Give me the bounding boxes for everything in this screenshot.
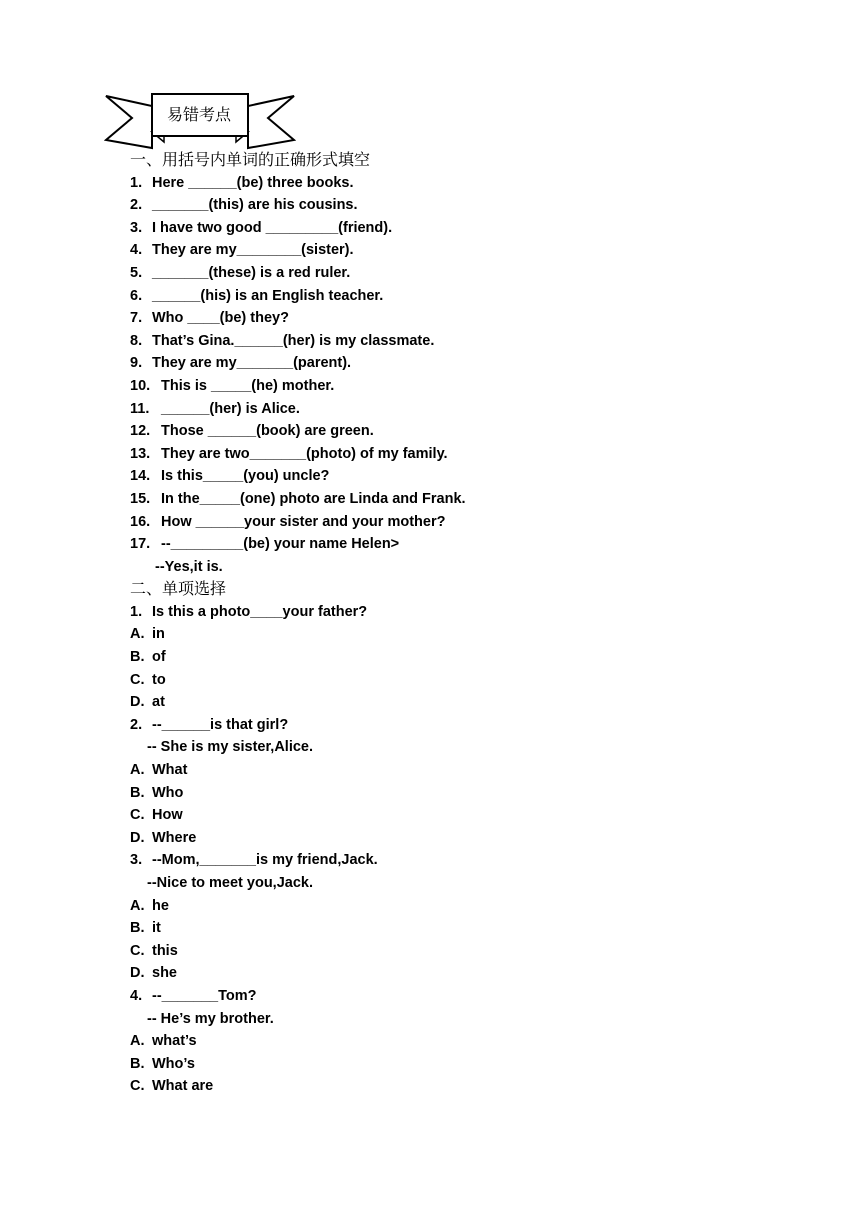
section-heading: 二、单项选择 xyxy=(130,579,227,599)
question-text: Those ______(book) are green. xyxy=(161,423,374,440)
banner-title: 易错考点 xyxy=(166,104,231,124)
mc-option xyxy=(130,940,770,963)
question-text: This is _____(he) mother. xyxy=(161,377,335,394)
question-text: ______(her) is Alice. xyxy=(161,400,300,417)
question-number: 10. xyxy=(130,377,151,394)
question-text: That’s Gina.______(her) is my classmate. xyxy=(152,332,435,349)
mc-option xyxy=(130,691,770,714)
question-text: Is this_____(you) uncle? xyxy=(161,468,330,485)
question-text: --______is that girl? xyxy=(152,716,289,733)
worksheet xyxy=(130,149,770,1098)
option-letter: D. xyxy=(130,829,145,846)
question-reply: -- She is my sister,Alice. xyxy=(147,739,314,756)
question-number: 14. xyxy=(130,468,151,485)
mc-option xyxy=(130,917,770,940)
question-item xyxy=(130,511,770,534)
section-heading: 一、用括号内单词的正确形式填空 xyxy=(130,150,371,169)
mc-option xyxy=(130,646,770,669)
question-text: Who ____(be) they? xyxy=(152,310,289,327)
question-item xyxy=(130,217,770,240)
option-text: at xyxy=(152,694,165,711)
question-number: 3. xyxy=(130,852,143,869)
question-item xyxy=(130,488,770,511)
mc-question xyxy=(130,714,770,737)
option-text: Who’s xyxy=(152,1055,195,1072)
mc-option xyxy=(130,804,770,827)
question-number: 13. xyxy=(130,445,151,462)
question-text: They are my_______(parent). xyxy=(152,355,352,372)
question-item xyxy=(130,285,770,308)
question-item xyxy=(130,375,770,398)
question-number: 8. xyxy=(130,332,143,349)
mc-option xyxy=(130,623,770,646)
option-letter: B. xyxy=(130,1055,145,1072)
question-item xyxy=(130,533,770,556)
question-number: 4. xyxy=(130,242,143,259)
question-item xyxy=(130,330,770,353)
option-text: What are xyxy=(152,1078,214,1095)
option-text: in xyxy=(152,626,165,643)
option-letter: C. xyxy=(130,671,145,688)
question-item xyxy=(130,172,770,195)
question-number: 11. xyxy=(130,400,150,417)
option-text: it xyxy=(152,920,161,937)
question-number: 12. xyxy=(130,423,151,440)
option-letter: D. xyxy=(130,694,145,711)
question-number: 17. xyxy=(130,536,151,553)
mc-option xyxy=(130,669,770,692)
mc-option xyxy=(130,1075,770,1098)
question-text: --Mom,_______is my friend,Jack. xyxy=(152,852,378,869)
mc-option xyxy=(130,827,770,850)
question-text: Is this a photo____your father? xyxy=(152,603,368,620)
question-number: 1. xyxy=(130,174,143,191)
mc-option xyxy=(130,895,770,918)
option-text: to xyxy=(152,671,166,688)
question-number: 2. xyxy=(130,197,143,214)
question-number: 6. xyxy=(130,287,143,304)
option-letter: A. xyxy=(130,762,145,779)
option-text: Who xyxy=(152,784,184,801)
question-text: How ______your sister and your mother? xyxy=(161,513,446,530)
question-item xyxy=(130,239,770,262)
question-item xyxy=(130,262,770,285)
option-text: this xyxy=(152,942,178,959)
question-number: 4. xyxy=(130,987,143,1004)
question-text: They are my________(sister). xyxy=(152,242,354,259)
option-letter: B. xyxy=(130,649,145,666)
question-item xyxy=(130,443,770,466)
question-text: They are two_______(photo) of my family. xyxy=(161,445,448,462)
option-letter: B. xyxy=(130,920,145,937)
question-text: I have two good _________(friend). xyxy=(152,219,393,236)
question-reply: --Yes,it is. xyxy=(155,558,223,575)
option-letter: C. xyxy=(130,807,145,824)
question-item xyxy=(130,465,770,488)
question-item xyxy=(130,420,770,443)
question-item xyxy=(130,398,770,421)
question-number: 5. xyxy=(130,264,143,281)
question-number: 15. xyxy=(130,490,151,507)
mc-question xyxy=(130,849,770,872)
mc-option xyxy=(130,1030,770,1053)
mc-question xyxy=(130,601,770,624)
question-item xyxy=(130,352,770,375)
question-text: _______(these) is a red ruler. xyxy=(152,264,351,281)
option-letter: D. xyxy=(130,965,145,982)
question-reply: --Nice to meet you,Jack. xyxy=(147,875,313,891)
mc-option xyxy=(130,1053,770,1076)
mc-option xyxy=(130,962,770,985)
question-item xyxy=(130,307,770,330)
question-text: --_________(be) your name Helen> xyxy=(161,536,400,553)
question-number: 7. xyxy=(130,310,143,327)
option-letter: B. xyxy=(130,784,145,801)
option-text: he xyxy=(152,897,169,914)
question-number: 1. xyxy=(130,603,143,620)
question-text: _______(this) are his cousins. xyxy=(152,197,358,214)
mc-option xyxy=(130,782,770,805)
option-letter: C. xyxy=(130,942,145,959)
question-number: 9. xyxy=(130,355,143,372)
option-text: she xyxy=(152,965,177,982)
option-text: Where xyxy=(152,829,197,846)
option-text: of xyxy=(152,649,166,666)
option-letter: A. xyxy=(130,1033,145,1050)
option-text: How xyxy=(152,807,183,824)
question-text: --_______Tom? xyxy=(152,987,257,1004)
mc-option xyxy=(130,759,770,782)
question-number: 16. xyxy=(130,513,151,530)
question-item xyxy=(130,194,770,217)
question-number: 3. xyxy=(130,219,143,236)
option-letter: A. xyxy=(130,626,145,643)
option-text: what’s xyxy=(152,1033,197,1050)
mc-question xyxy=(130,985,770,1008)
question-number: 2. xyxy=(130,716,143,733)
option-text: What xyxy=(152,762,188,779)
question-text: In the_____(one) photo are Linda and Frank. xyxy=(161,490,466,507)
question-text: ______(his) is an English teacher. xyxy=(152,287,384,304)
option-letter: A. xyxy=(130,897,145,914)
question-text: Here ______(be) three books. xyxy=(152,174,354,191)
option-letter: C. xyxy=(130,1078,145,1095)
question-reply: -- He’s my brother. xyxy=(147,1010,274,1027)
